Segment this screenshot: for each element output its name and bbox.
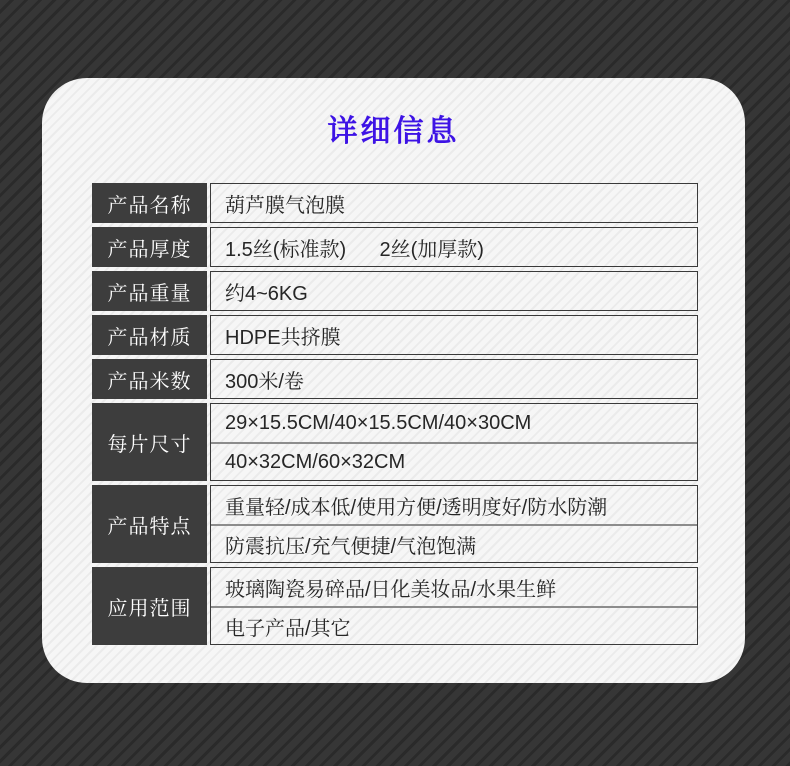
spec-values (210, 183, 698, 223)
page-title: 详细信息 (327, 115, 460, 148)
spec-value: 1.5丝(标准款) 2丝(加厚款) (225, 238, 484, 261)
spec-value: 29×15.5CM/40×15.5CM/40×30CM (225, 411, 532, 434)
spec-row-thickness (92, 227, 698, 267)
spec-label: 产品名称 (92, 183, 207, 223)
spec-row-piece-size (92, 403, 698, 481)
spec-value: HDPE共挤膜 (225, 326, 341, 349)
spec-row-weight (92, 271, 698, 311)
spec-label: 产品重量 (92, 271, 207, 311)
spec-row-material (92, 315, 698, 355)
spec-value: 300米/卷 (225, 370, 304, 393)
spec-value: 重量轻/成本低/使用方便/透明度好/防水防潮 (225, 496, 608, 519)
spec-values (210, 485, 698, 563)
spec-values (210, 567, 698, 645)
spec-row-product-name (92, 183, 698, 223)
spec-values (210, 271, 698, 311)
spec-value: 电子产品/其它 (211, 606, 697, 644)
spec-values (210, 359, 698, 399)
spec-values (210, 403, 698, 481)
spec-value: 葫芦膜气泡膜 (225, 194, 345, 217)
spec-label: 应用范围 (92, 567, 207, 645)
info-card (42, 78, 745, 683)
spec-label: 产品材质 (92, 315, 207, 355)
spec-value: 40×32CM/60×32CM (211, 442, 697, 480)
spec-row-applications (92, 567, 698, 645)
spec-row-features (92, 485, 698, 563)
spec-label: 每片尺寸 (92, 403, 207, 481)
spec-value: 玻璃陶瓷易碎品/日化美妆品/水果生鲜 (225, 578, 557, 601)
spec-label: 产品米数 (92, 359, 207, 399)
spec-table (92, 183, 698, 645)
spec-label: 产品特点 (92, 485, 207, 563)
spec-values (210, 227, 698, 267)
spec-row-length (92, 359, 698, 399)
spec-value: 约4~6KG (225, 282, 308, 305)
spec-label: 产品厚度 (92, 227, 207, 267)
spec-value: 防震抗压/充气便捷/气泡饱满 (211, 524, 697, 562)
spec-values (210, 315, 698, 355)
